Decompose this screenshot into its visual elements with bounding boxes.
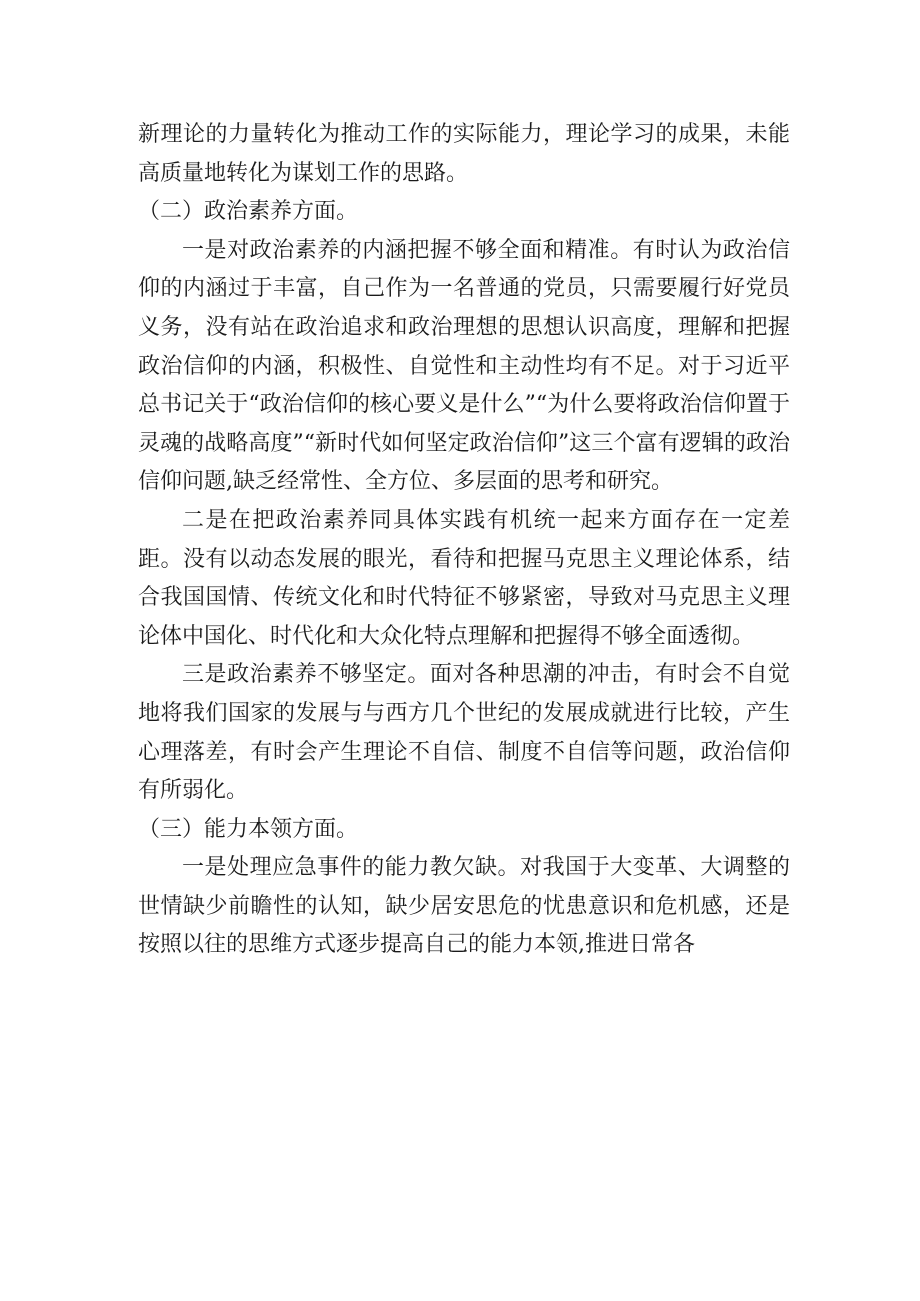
document-body xyxy=(138,116,790,965)
section-heading-ability: （三）能力本领方面。 xyxy=(138,816,359,842)
paragraph-point-one-ability: 一是处理应急事件的能力教欠缺。对我国于大变革、大调整的世情缺少前瞻性的认知，缺少居安思危的忧患意识和危机感，还是按照以往的思维方式逐步提高自己的能力本领,推进日常各 xyxy=(138,855,790,958)
paragraph-point-one-political: 一是对政治素养的内涵把握不够全面和精准。有时认为政治信仰的内涵过于丰富，自己作为一名普通的党员，只需要履行好党员义务，没有站在政治追求和政治理想的思想认识高度，理解和把握政治信仰的内涵，积极性、自觉性和主动性均有不足。对于习近平总书记关于“政治信仰的核心要义是什么”“为什么要将政治信仰置于灵魂的战略高度”“新时代如何坚定政治信仰”这三个富有逻辑的政治信仰问题,缺乏经常性、全方位、多层面的思考和研究。 xyxy=(138,237,790,495)
paragraph-point-two-political: 二是在把政治素养同具体实践有机统一起来方面存在一定差距。没有以动态发展的眼光，看待和把握马克思主义理论体系，结合我国国情、传统文化和时代特征不够紧密，导致对马克思主义理论体中国化、时代化和大众化特点理解和把握得不够全面透彻。 xyxy=(138,507,790,649)
section-heading-political-literacy: （二）政治素养方面。 xyxy=(138,199,359,225)
paragraph-point-three-political: 三是政治素养不够坚定。面对各种思潮的冲击，有时会不自觉地将我们国家的发展与与西方几个世纪的发展成就进行比较，产生心理落差，有时会产生理论不自信、制度不自信等问题，政治信仰有所弱化。 xyxy=(138,662,790,804)
paragraph-continuation: 新理论的力量转化为推动工作的实际能力，理论学习的成果，未能高质量地转化为谋划工作的思路。 xyxy=(138,122,790,186)
